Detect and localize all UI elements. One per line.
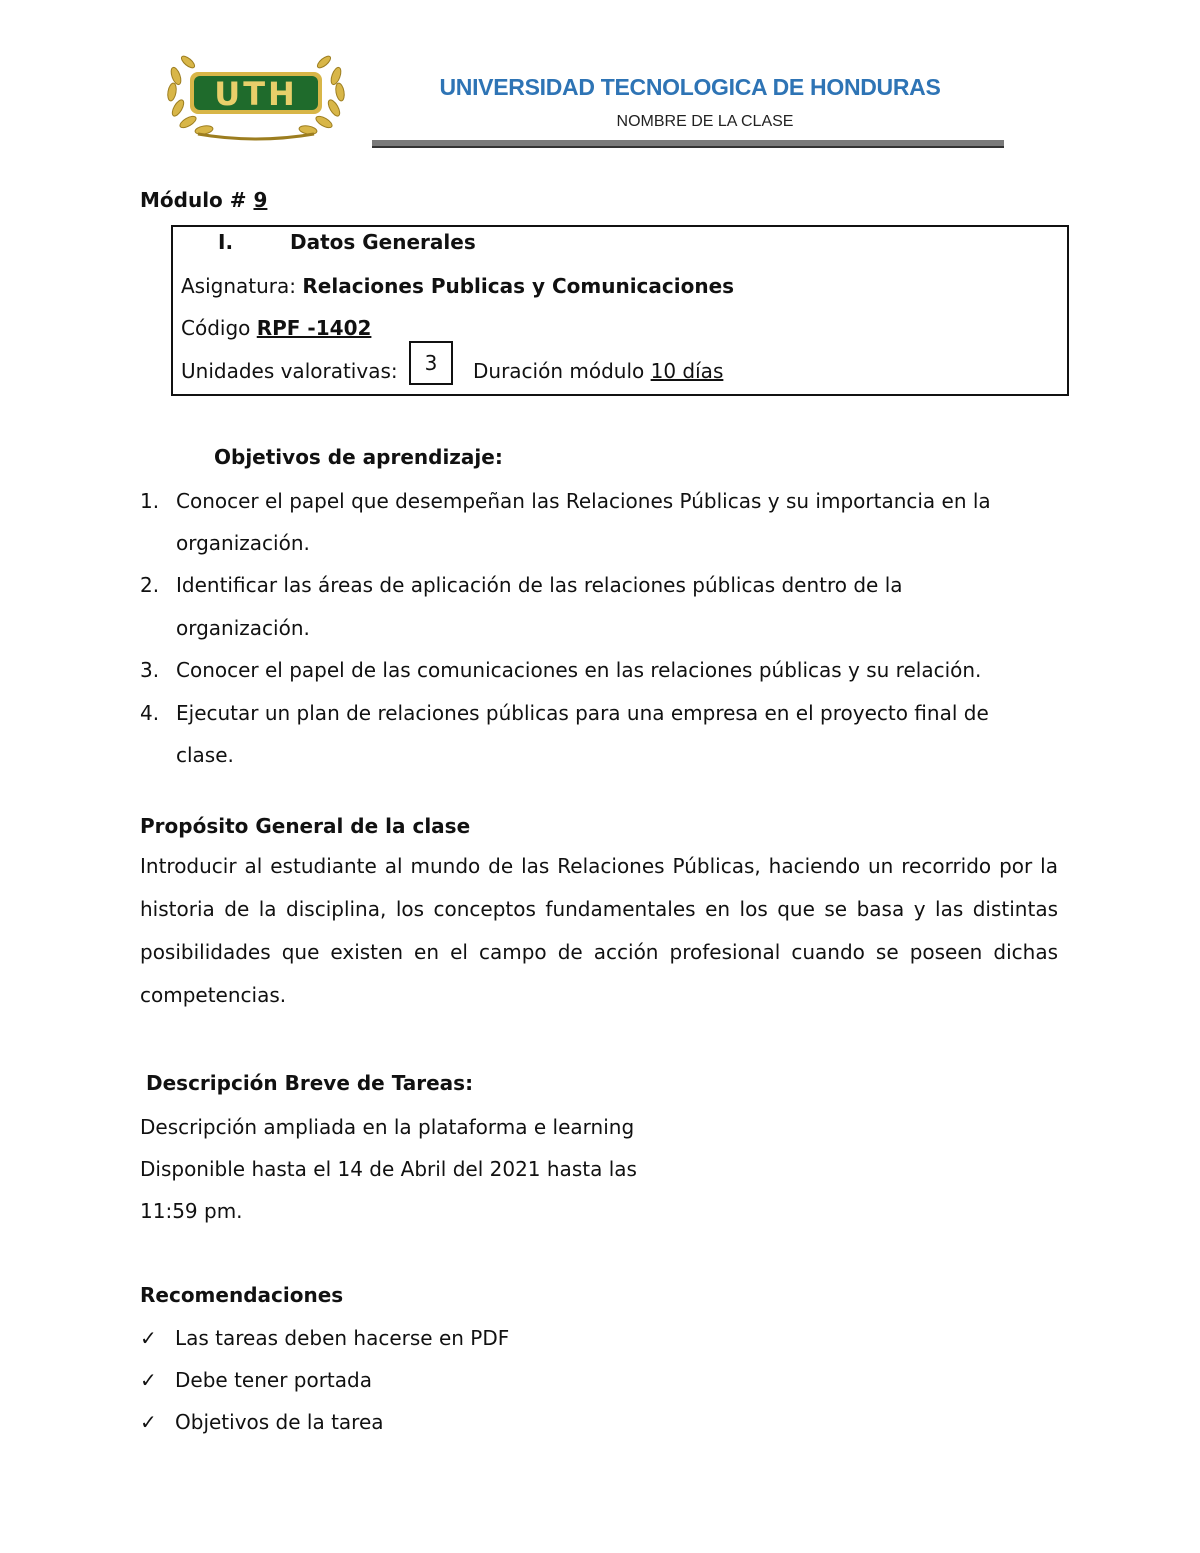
objectives-title: Objetivos de aprendizaje: — [214, 445, 503, 469]
check-icon: ✓ — [140, 1368, 157, 1392]
university-title: UNIVERSIDAD TECNOLOGICA DE HONDURAS — [439, 74, 941, 100]
code-label: Código — [181, 316, 257, 340]
objective-text: Ejecutar un plan de relaciones públicas para una empresa en el proyecto final de — [176, 701, 989, 725]
objective-text: Identificar las áreas de aplicación de las relaciones públicas dentro de la — [176, 573, 903, 597]
objective-number: 4. — [140, 701, 160, 725]
subject-row — [181, 274, 734, 298]
class-name: NOMBRE DE LA CLASE — [616, 113, 794, 130]
recommendations-title: Recomendaciones — [140, 1283, 344, 1307]
code-value: RPF -1402 — [256, 316, 372, 340]
header-divider — [372, 140, 1004, 148]
subject-label: Asignatura: — [181, 274, 303, 298]
objective-text-cont: organización. — [176, 616, 310, 640]
recommendation-item: Objetivos de la tarea — [175, 1410, 384, 1434]
module-label: Módulo # — [140, 188, 254, 212]
objective-text: Conocer el papel que desempeñan las Relaciones Públicas y su importancia en la — [176, 489, 991, 513]
tasks-deadline: Disponible hasta el 14 de Abril del 2021 hasta las — [140, 1157, 637, 1181]
objective-text-cont: clase. — [176, 743, 234, 767]
code-row — [181, 316, 371, 340]
duration-label: Duración módulo — [473, 359, 651, 383]
units-value: 3 — [409, 341, 453, 385]
tasks-deadline-time: 11:59 pm. — [140, 1199, 243, 1223]
purpose-text: Introducir al estudiante al mundo de las Relaciones Públicas, haciendo un recorrido por la historia de la disciplina, los conceptos fundamentales en los que se basa y las distintas posibilidades que existen en el campo de acción profesional cuando se poseen dichas competencias. — [140, 854, 1058, 1007]
tasks-line: Descripción ampliada en la plataforma e learning — [140, 1115, 635, 1139]
objective-text: Conocer el papel de las comunicaciones en las relaciones públicas y su relación. — [176, 658, 982, 682]
logo-text: UTH — [214, 75, 298, 113]
recommendation-item: Las tareas deben hacerse en PDF — [175, 1326, 510, 1350]
section-numeral: I. — [218, 230, 234, 254]
subject-value: Relaciones Publicas y Comunicaciones — [302, 274, 735, 298]
units-label: Unidades valorativas: — [181, 359, 398, 383]
module-number: 9 — [253, 188, 268, 212]
check-icon: ✓ — [140, 1326, 157, 1350]
recommendation-item: Debe tener portada — [175, 1368, 372, 1392]
tasks-title: Descripción Breve de Tareas: — [146, 1071, 474, 1095]
duration-row — [473, 359, 723, 383]
module-heading — [140, 188, 267, 212]
objective-text-cont: organización. — [176, 531, 310, 555]
check-icon: ✓ — [140, 1410, 157, 1434]
objective-number: 3. — [140, 658, 160, 682]
section-title: Datos Generales — [290, 230, 476, 254]
objective-number: 2. — [140, 573, 160, 597]
duration-value: 10 días — [650, 359, 724, 383]
purpose-title: Propósito General de la clase — [140, 814, 471, 838]
uth-logo — [158, 48, 354, 142]
objective-number: 1. — [140, 489, 160, 513]
